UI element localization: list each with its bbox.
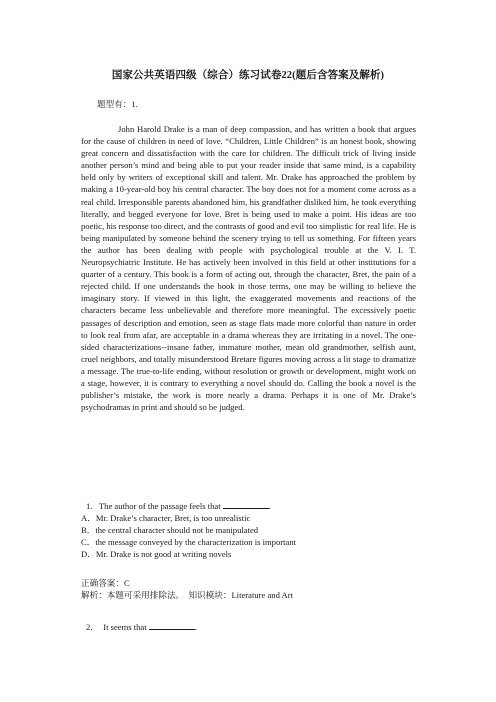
question-1-stem [81,500,416,512]
answer-blank [223,500,269,509]
option-b-letter: B． [81,525,96,536]
document-title: 国家公共英语四级（综合）练习试卷22(题后含答案及解析) [111,70,385,81]
option-b [81,524,416,536]
question-1-stem-end: . [268,501,271,511]
option-c-text: the message conveyed by the characterization is important [95,537,297,548]
reading-passage: John Harold Drake is a man of deep compassion, and has written a book that argues for the cause of children in need of love. “Children, Little Children” is an honest book, showing great concern and dissatisfaction with the care for children. The difficult trick of living inside another person’s mind and being able to put your reader inside that same mind, is a capability held only by writers of exceptional skill and talent. Mr. Drake has approached the problem by making a 10-year-old boy his central character. The boy does not for a moment come across as a real child. Irresponsible parents abandoned him, his grandfather disliked him, he took everything literally, and begged everyone for love. Bret is being used to make a point. His ideas are too poetic, his response too direct, and the contrasts of good and evil too simplistic for real life. He is being manipulated by someone behind the scenery trying to tell us something. For fifteen years the author has been dealing with people with psychological trouble at the V. I. T. Neuropsychiatric Institute. He has actively been involved in this field at other institutions for a quarter of a century. This book is a form of acting out, through the character, Bret, the pain of a rejected child. If one understands the book in those terms, one may be willing to believe the imaginary story. If viewed in this light, the exaggerated movements and reactions of the characters became less unbelievable and therefore more meaningful. The excessively poetic passages of description and emotion, seen as stage flats made more colorful than nature in order to look real from afar, are acceptable in a drama whereas they are irritating in a novel. The one-sided characterizations--insane father, immature mother, mean old grandmother, selfish aunt, cruel neighbors, and totally misunderstood Bretare figures moving across a lit stage to dramatize a message. The true-to-life ending, without resolution or growth or development, might work on a stage, however, it is contrary to everything a novel should do. Calling the book a novel is the publisher’s mistake, the work is more nearly a drama. Perhaps it is one of Mr. Drake’s psychodramas in print and should so be judged. [81,124,416,413]
correct-answer-label: 正确答案： [81,578,124,588]
question-2-stem-end: . [194,622,197,632]
question-2 [81,621,197,633]
question-2-number: 2． [86,622,99,632]
option-c [81,536,416,548]
option-c-letter: C． [81,537,96,548]
analysis-line [81,589,416,601]
option-a [81,512,416,524]
correct-answer-line [81,577,416,589]
knowledge-module-label: 知识模块： [188,590,232,601]
option-a-letter: A． [81,513,96,524]
option-d-letter: D． [81,549,96,560]
question-type-label: 题型有：1. [97,99,138,109]
question-1 [81,500,416,560]
option-a-text: Mr. Drake’s character, Bret, is too unrealistic [95,513,251,524]
question-1-text: The author of the passage feels that [98,501,221,511]
option-b-text: the central character should not be manipulated [95,525,259,536]
answer-blank [149,621,195,630]
option-d [81,548,416,560]
option-d-text: Mr. Drake is not good at writing novels [95,549,232,560]
answer-section [81,577,416,601]
correct-answer-value: C [123,578,130,588]
analysis-label: 解析： [81,590,107,601]
analysis-text: 本题可采用排除法。 [106,590,185,601]
knowledge-module-value: Literature and Art [231,590,293,601]
question-2-text: It seems that [103,622,147,632]
question-1-number: 1. [86,501,93,511]
